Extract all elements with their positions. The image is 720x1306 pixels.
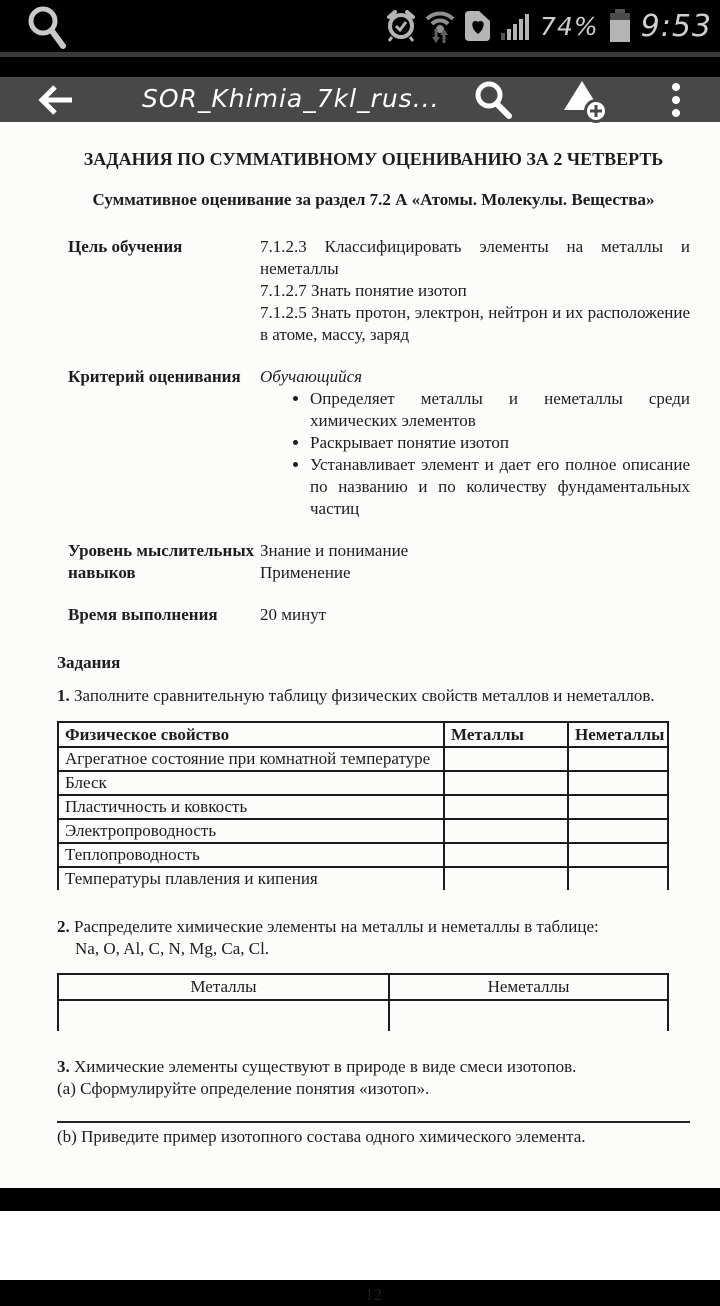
page-number: 12 (365, 1285, 382, 1304)
label-thinking-level: Уровень мыслительных навыков (68, 541, 255, 582)
criteria-intro: Обучающийся (260, 367, 363, 386)
document-page[interactable] (0, 122, 720, 1304)
task-1-text: Заполните сравнительную таблицу физических свойств металлов и неметаллов. (74, 686, 655, 705)
status-icon-cluster (386, 0, 712, 52)
battery-percent: 74% (540, 11, 599, 41)
search-icon[interactable] (474, 81, 514, 119)
label-time: Время выполнения (68, 605, 218, 624)
empty-cell (568, 795, 668, 819)
answer-blank-line (57, 1100, 690, 1123)
signal-bars-icon (501, 11, 531, 41)
property-cell: Теплопроводность (58, 843, 444, 867)
empty-cell (444, 795, 568, 819)
goal-line: 7.1.2.5 Знать протон, электрон, нейтрон и их расположение в атоме, массу, заряд (260, 303, 690, 344)
property-cell: Агрегатное состояние при комнатной температуре (58, 747, 444, 771)
table-row (58, 1000, 668, 1031)
clock-time: 9:53 (640, 8, 712, 44)
empty-cell (568, 747, 668, 771)
table-row (58, 819, 668, 843)
page-subtitle: Суммативное оценивание за раздел 7.2 А «Атомы. Молекулы. Вещества» (92, 190, 655, 209)
empty-cell (568, 771, 668, 795)
back-arrow-icon[interactable] (38, 83, 76, 117)
criteria-list (260, 388, 690, 520)
page-title: ЗАДАНИЯ ПО СУММАТИВНОМУ ОЦЕНИВАНИЮ ЗА 2 ЧЕТВЕРТЬ (83, 149, 664, 169)
overflow-menu-icon[interactable] (670, 82, 682, 118)
empty-cell (444, 747, 568, 771)
table-header-row (58, 974, 668, 1000)
empty-cell (444, 771, 568, 795)
property-cell: Температуры плавления и кипения (58, 867, 444, 890)
empty-cell (568, 819, 668, 843)
table-row (58, 843, 668, 867)
value-goal (260, 236, 690, 346)
empty-cell (444, 819, 568, 843)
value-criteria (260, 366, 690, 520)
goal-line: 7.1.2.7 Знать понятие изотоп (260, 281, 467, 300)
thinking-level-line: Применение (260, 563, 351, 582)
tasks-heading: Задания (57, 653, 121, 672)
task-3-part-a: (a) Сформулируйте определение понятия «изотоп». (57, 1079, 430, 1098)
property-cell: Блеск (58, 771, 444, 795)
task-2-text: Распределите химические элементы на металлы и неметаллы в таблице: (74, 917, 599, 936)
task-3 (57, 1056, 690, 1148)
column-header: Неметаллы (389, 974, 668, 1000)
column-header: Металлы (58, 974, 389, 1000)
column-header: Металлы (444, 722, 568, 747)
empty-cell (568, 843, 668, 867)
task-2-elements: Na, O, Al, C, N, Mg, Ca, Cl. (75, 939, 270, 958)
alarm-icon (386, 9, 416, 43)
label-goal: Цель обучения (68, 237, 183, 256)
value-thinking-level (260, 540, 690, 584)
page-separator-band (0, 1188, 720, 1211)
document-title-toolbar: SOR_Khimia_7kl_rus... (142, 84, 440, 113)
property-cell: Электропроводность (58, 819, 444, 843)
empty-cell (389, 1000, 668, 1031)
task-2 (57, 916, 690, 960)
physical-properties-table (57, 721, 669, 890)
app-toolbar (0, 77, 720, 122)
goal-line: 7.1.2.3 Классифицировать элементы на металлы и неметаллы (260, 237, 690, 278)
task-1-number: 1. (57, 686, 70, 705)
empty-cell (444, 867, 568, 890)
status-search-icon (26, 5, 68, 51)
battery-icon (608, 9, 632, 43)
criteria-bullet: • Раскрывает понятие изотоп (310, 432, 690, 454)
empty-cell (58, 1000, 389, 1031)
table-row (58, 795, 668, 819)
table-row (58, 867, 668, 890)
time-line: 20 минут (260, 605, 327, 624)
column-header: Физическое свойство (58, 722, 444, 747)
task-3-number: 3. (57, 1057, 70, 1076)
label-criteria: Критерий оценивания (68, 367, 241, 386)
next-page-edge (0, 1211, 720, 1280)
task-2-number: 2. (57, 917, 70, 936)
empty-cell (444, 843, 568, 867)
property-cell: Пластичность и ковкость (58, 795, 444, 819)
status-bar-lower (0, 57, 720, 77)
task-3-part-b: (b) Приведите пример изотопного состава одного химического элемента. (57, 1127, 586, 1146)
task-3-text: Химические элементы существуют в природе в виде смеси изотопов. (74, 1057, 577, 1076)
task-1 (57, 685, 690, 707)
status-bar (0, 0, 720, 77)
value-time (260, 604, 690, 626)
info-table (57, 236, 690, 626)
thinking-level-line: Знание и понимание (260, 541, 409, 560)
add-to-drive-icon[interactable] (560, 78, 612, 124)
criteria-bullet: • Определяет металлы и неметаллы среди химических элементов (310, 388, 690, 432)
table-row (58, 771, 668, 795)
sim-heart-icon (464, 10, 492, 42)
empty-cell (568, 867, 668, 890)
table-row (58, 747, 668, 771)
criteria-bullet: • Устанавливает элемент и дает его полное описание по названию и по количеству фундаментальных частиц (310, 454, 690, 520)
wifi-updown-icon (425, 9, 455, 43)
metals-nonmetals-table (57, 973, 669, 1031)
table-header-row (58, 722, 668, 747)
column-header: Неметаллы (568, 722, 668, 747)
